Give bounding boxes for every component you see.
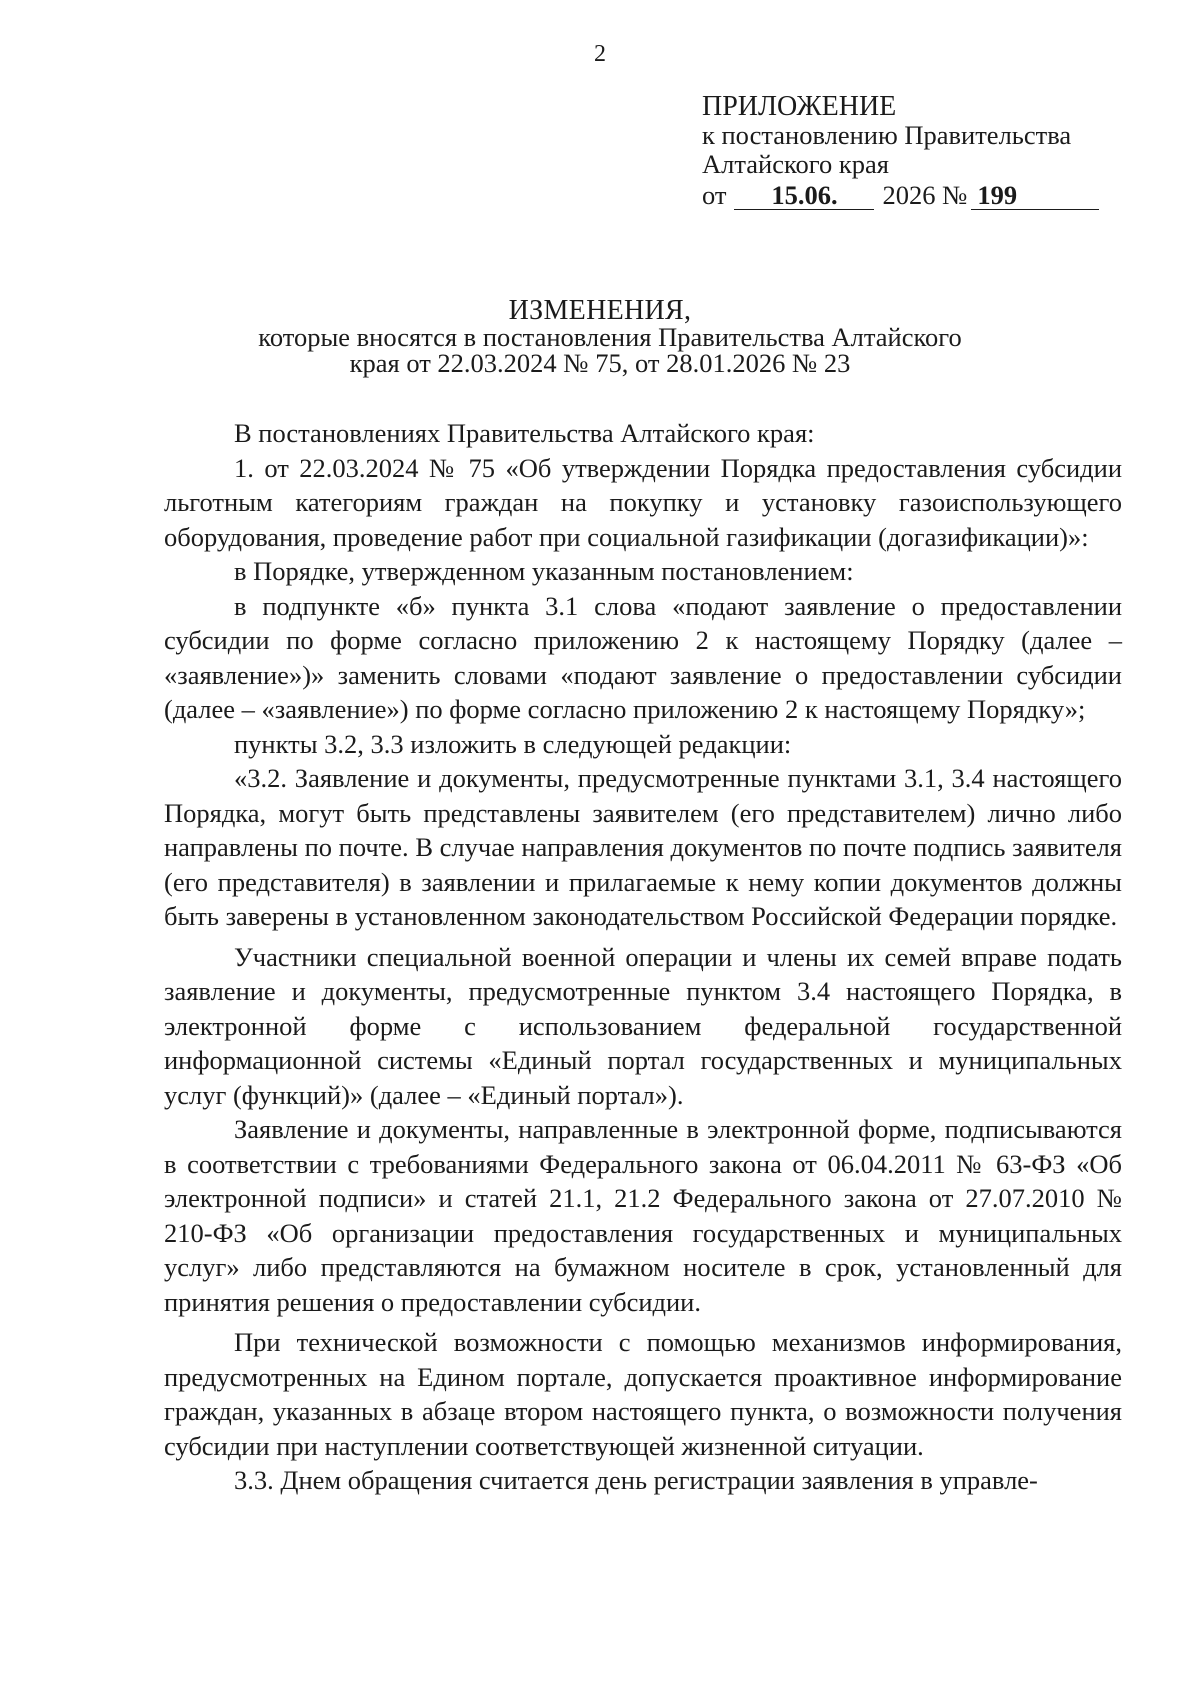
document-heading: ИЗМЕНЕНИЯ, bbox=[508, 295, 692, 326]
body-paragraph: Заявление и документы, направленные в электронной форме, подписываются в соответствии с требованиями Федерального закона от 06.04.2011 № 63-ФЗ «Об электронной подписи» и статей 21.1, 21.2 Федерального закона от 27.07.2010 № 210-ФЗ «Об организации предоставления государственных и муниципальных услуг» либо представляются на бумажном носителе в срок, установленный для принятия решения о предоставлении субсидии. bbox=[164, 1114, 1122, 1317]
annex-number-value: 199 bbox=[971, 182, 1099, 210]
body-paragraph: пункты 3.2, 3.3 изложить в следующей редакции: bbox=[234, 728, 792, 759]
annex-line-2: Алтайского края bbox=[702, 149, 889, 179]
document-body bbox=[164, 416, 1122, 1498]
body-paragraph: в подпункте «б» пункта 3.1 слова «подают заявление о предоставлении субсидии по форме согласно приложению 2 к настоящему Порядку (далее – «заявление»)» заменить словами «подают заявление о предоставлении субсидии (далее – «заявление») по форме согласно приложению 2 к настоящему Порядку»; bbox=[164, 590, 1122, 724]
annex-title: ПРИЛОЖЕНИЕ bbox=[702, 91, 897, 122]
document-subtitle-line-2: края от 22.03.2024 № 75, от 28.01.2026 № 23 bbox=[349, 348, 851, 378]
body-paragraph: При технической возможности с помощью механизмов информирования, предусмотренных на Едином портале, допускается проактивное информирование граждан, указанных в абзаце втором настоящего пункта, о возможности получения субсидии при наступлении соответствующей жизненной ситуации. bbox=[164, 1327, 1122, 1461]
body-paragraph: 3.3. Днем обращения считается день регистрации заявления в управле- bbox=[234, 1465, 1038, 1495]
annex-year-number-text: 2026 № bbox=[882, 180, 968, 210]
body-paragraph: В постановлениях Правительства Алтайского края: bbox=[234, 418, 815, 448]
body-paragraph: Участники специальной военной операции и члены их семей вправе подать заявление и документы, предусмотренные пунктом 3.4 настоящего Порядка, в электронной форме с использованием федеральной государственной информационной системы «Единый портал государственных и муниципальных услуг (функций)» (далее – «Единый портал»). bbox=[164, 941, 1122, 1110]
annex-date-prefix: от bbox=[702, 180, 727, 210]
document-subtitle-line-1: которые вносятся в постановления Правительства Алтайского bbox=[258, 322, 962, 352]
annex-date-row bbox=[702, 181, 1099, 210]
body-paragraph: «3.2. Заявление и документы, предусмотренные пунктами 3.1, 3.4 настоящего Порядка, могут быть представлены заявителем (его представителем) лично либо направлены по почте. В случае направления документов по почте подпись заявителя (его представителя) в заявлении и прилагаемые к нему копии документов должны быть заверены в установленном законодательством Российской Федерации порядке. bbox=[164, 763, 1122, 931]
document-title-block bbox=[0, 295, 1200, 378]
page-number: 2 bbox=[594, 41, 606, 67]
annex-block bbox=[702, 92, 1099, 210]
body-paragraph: в Порядке, утвержденном указанным постановлением: bbox=[234, 556, 854, 586]
body-paragraph: 1. от 22.03.2024 № 75 «Об утверждении Порядка предоставления субсидии льготным категориям граждан на покупку и установку газоиспользующего оборудования, проведение работ при социальной газификации (догазификации)»: bbox=[164, 452, 1122, 552]
annex-date-value: 15.06. bbox=[734, 182, 874, 210]
annex-line-1: к постановлению Правительства bbox=[702, 120, 1072, 150]
